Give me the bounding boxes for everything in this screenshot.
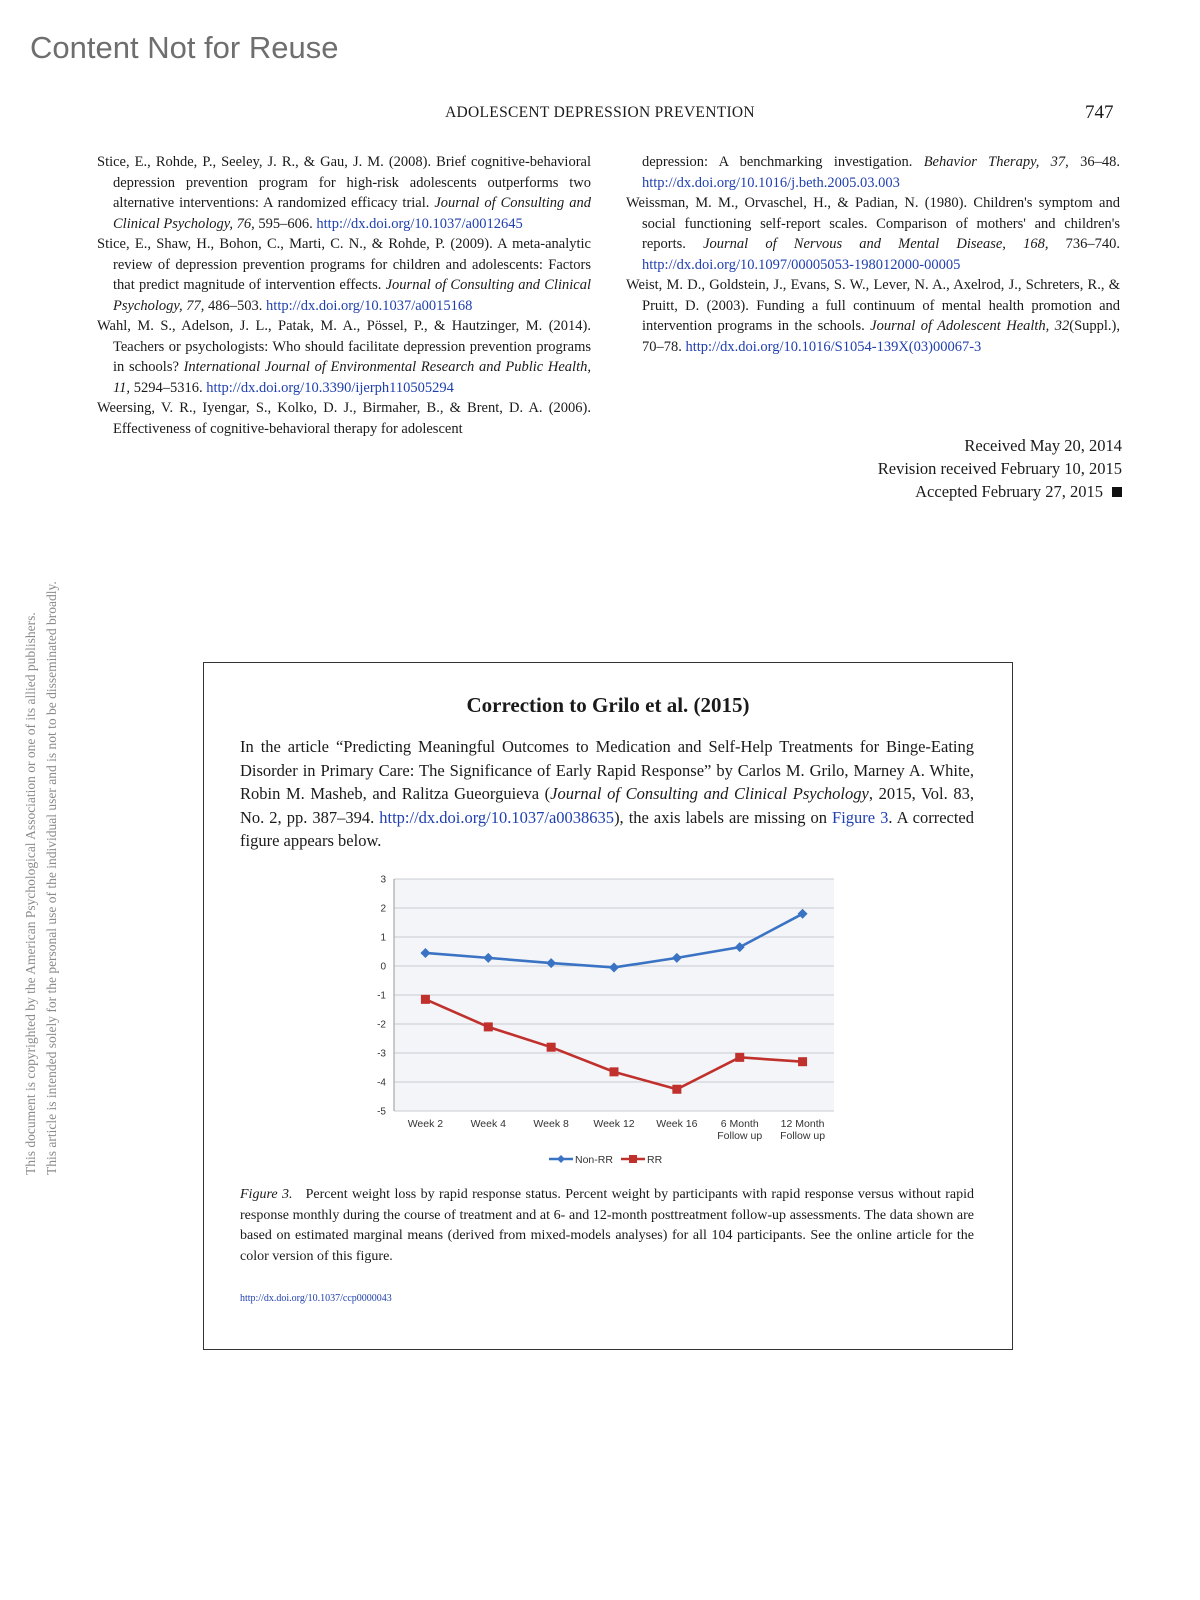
y-tick-label: -2 (377, 1019, 386, 1031)
reference-entry (626, 193, 1120, 275)
end-of-article-mark (1112, 487, 1122, 497)
watermark: Content Not for Reuse (30, 30, 339, 65)
reference-entry (626, 275, 1120, 357)
x-tick-label: Week 8 (533, 1118, 569, 1130)
reference-text: 736–740. (1048, 236, 1121, 252)
reference-text: 5294–5316. (130, 379, 207, 396)
reference-doi-link[interactable]: http://dx.doi.org/10.1037/a0012645 (316, 215, 523, 232)
data-point-rr (672, 1085, 681, 1094)
reference-doi-link[interactable]: http://dx.doi.org/10.1016/j.beth.2005.03.003 (642, 174, 900, 191)
data-point-rr (547, 1043, 556, 1052)
data-point-rr (798, 1057, 807, 1066)
legend-label: RR (647, 1154, 663, 1166)
legend-label: Non-RR (575, 1154, 613, 1166)
y-tick-label: -3 (377, 1048, 386, 1060)
reference-text: Weersing, V. R., Iyengar, S., Kolko, D. J., Birmaher, B., & Brent, D. A. (2006). Effectiveness of cognitive-behavioral therapy for adolescent (97, 400, 591, 437)
copyright-line-2: This article is intended solely for the personal use of the individual user and is not to be disseminated broadly. (44, 581, 59, 1175)
reference-text: (Suppl.), 70–78. (642, 318, 1120, 355)
received-dates (878, 434, 1122, 503)
figure-3-link[interactable]: Figure 3 (832, 807, 889, 827)
journal-name: Journal of Consulting and Clinical Psychology (550, 784, 869, 803)
reference-text: Stice, E., Shaw, H., Bohon, C., Marti, C. N., & Rohde, P. (2009). A meta-analytic review of depression prevention programs for children and adolescents: Factors that predict magnitude of intervention effects. (97, 236, 591, 293)
x-tick-label: Week 16 (656, 1118, 698, 1130)
references-left-column (97, 152, 591, 439)
reference-entry (97, 316, 591, 398)
copyright-notice (20, 415, 62, 1175)
reference-doi-link[interactable]: http://dx.doi.org/10.1037/a0015168 (266, 297, 473, 314)
reference-text: Weist, M. D., Goldstein, J., Evans, S. W., Lever, N. A., Axelrod, J., Schreters, R., & Pruitt, D. (2003). Funding a full continuum of mental health promotion and intervention programs in the schools. (626, 277, 1120, 334)
received-date: Received May 20, 2014 (964, 436, 1122, 455)
running-head: ADOLESCENT DEPRESSION PREVENTION (445, 104, 755, 121)
reference-journal: Behavior Therapy, 37, (923, 154, 1069, 170)
reference-text: depression: A benchmarking investigation. (642, 154, 924, 170)
x-tick-label: Week 12 (593, 1118, 635, 1130)
y-tick-label: -5 (377, 1106, 386, 1118)
x-tick-label: Week 4 (470, 1118, 506, 1130)
y-tick-label: 3 (380, 874, 386, 886)
data-point-rr (735, 1053, 744, 1062)
y-tick-label: 0 (380, 961, 386, 973)
y-tick-label: -4 (377, 1077, 386, 1089)
copyright-line-1: This document is copyrighted by the American Psychological Association or one of its allied publishers. (23, 612, 38, 1175)
page-number: 747 (1085, 102, 1114, 123)
reference-text: Weissman, M. M., Orvaschel, H., & Padian, N. (1980). Children's symptom and social functioning self-report scales. Comparison of mothers' and children's reports. (626, 195, 1120, 252)
reference-text: Wahl, M. S., Adelson, J. L., Patak, M. A., Pössel, P., & Hautzinger, M. (2014). Teachers or psychologists: Who should facilitate depression prevention programs in schools? (97, 318, 591, 375)
reference-journal: Journal of Nervous and Mental Disease, 168, (703, 236, 1049, 252)
caption-text: Percent weight loss by rapid response status. Percent weight by participants with rapid response versus without rapid response monthly during the course of treatment and at 6- and 12-month posttreatment follow-up assessments. The data shown are based on estimated marginal means (derived from mixed-models analyses) for all 104 participants. See the online article for the color version of this figure. (240, 1187, 974, 1264)
legend-marker-non-rr (557, 1155, 565, 1163)
data-point-rr (421, 995, 430, 1004)
x-tick-label: Follow up (780, 1130, 826, 1142)
accepted-date: Accepted February 27, 2015 (878, 480, 1122, 503)
reference-text: Stice, E., Rohde, P., Seeley, J. R., & Gau, J. M. (2008). Brief cognitive-behavioral depression prevention program for high-risk adolescents outperforms two alternative interventions: A randomized efficacy trial. (97, 154, 591, 211)
data-point-rr (484, 1022, 493, 1031)
data-point-rr (610, 1067, 619, 1076)
reference-doi-link[interactable]: http://dx.doi.org/10.1097/00005053-198012000-00005 (642, 256, 961, 273)
reference-entry (97, 234, 591, 316)
y-tick-label: -1 (377, 990, 386, 1002)
article-doi-link[interactable]: http://dx.doi.org/10.1037/a0038635 (379, 807, 615, 827)
x-tick-label: 12 Month (780, 1118, 825, 1130)
y-tick-label: 2 (380, 903, 386, 915)
correction-doi-link[interactable]: http://dx.doi.org/10.1037/ccp0000043 (240, 1293, 392, 1304)
reference-text: 595–606. (254, 215, 317, 232)
figure-3-chart (364, 873, 844, 1173)
correction-notice (203, 662, 1013, 1350)
correction-body: In the article “Predicting Meaningful Outcomes to Medication and Self-Help Treatments for Binge-Eating Disorder in Primary Care: The Significance of Early Rapid Response” by Carlos M. Grilo, Marney A. White, Robin M. Masheb, and Ralitza Gueorguieva (Journal of Consulting and Clinical Psychology, 2015, Vol. 83, No. 2, pp. 387–394. http://dx.doi.org/10.1037/a0038635), the axis labels are missing on Figure 3. A corrected figure appears below. (240, 737, 975, 850)
reference-journal: Journal of Consulting and Clinical Psychology, 77, (113, 277, 591, 314)
correction-title: Correction to Grilo et al. (2015) (466, 693, 750, 717)
x-tick-label: 6 Month (720, 1118, 759, 1130)
reference-entry (626, 152, 1120, 193)
figure-caption (240, 1185, 974, 1267)
revision-date: Revision received February 10, 2015 (877, 459, 1122, 478)
reference-journal: Journal of Consulting and Clinical Psychology, 76, (113, 195, 591, 232)
y-tick-label: 1 (380, 932, 386, 944)
reference-journal: Journal of Adolescent Health, 32 (870, 318, 1070, 334)
reference-text: 486–503. (204, 297, 267, 314)
reference-entry (97, 152, 591, 234)
reference-entry (97, 398, 591, 439)
references-right-column (626, 152, 1120, 357)
reference-doi-link[interactable]: http://dx.doi.org/10.3390/ijerph110505294 (206, 379, 454, 396)
legend-marker-rr (629, 1155, 637, 1163)
x-tick-label: Week 2 (407, 1118, 444, 1130)
reference-text: 36–48. (1068, 154, 1120, 170)
x-tick-label: Follow up (717, 1130, 763, 1142)
reference-journal: International Journal of Environmental Research and Public Health, 11, (113, 359, 591, 396)
reference-doi-link[interactable]: http://dx.doi.org/10.1016/S1054-139X(03)00067-3 (685, 338, 982, 355)
caption-label: Figure 3. (240, 1187, 293, 1202)
